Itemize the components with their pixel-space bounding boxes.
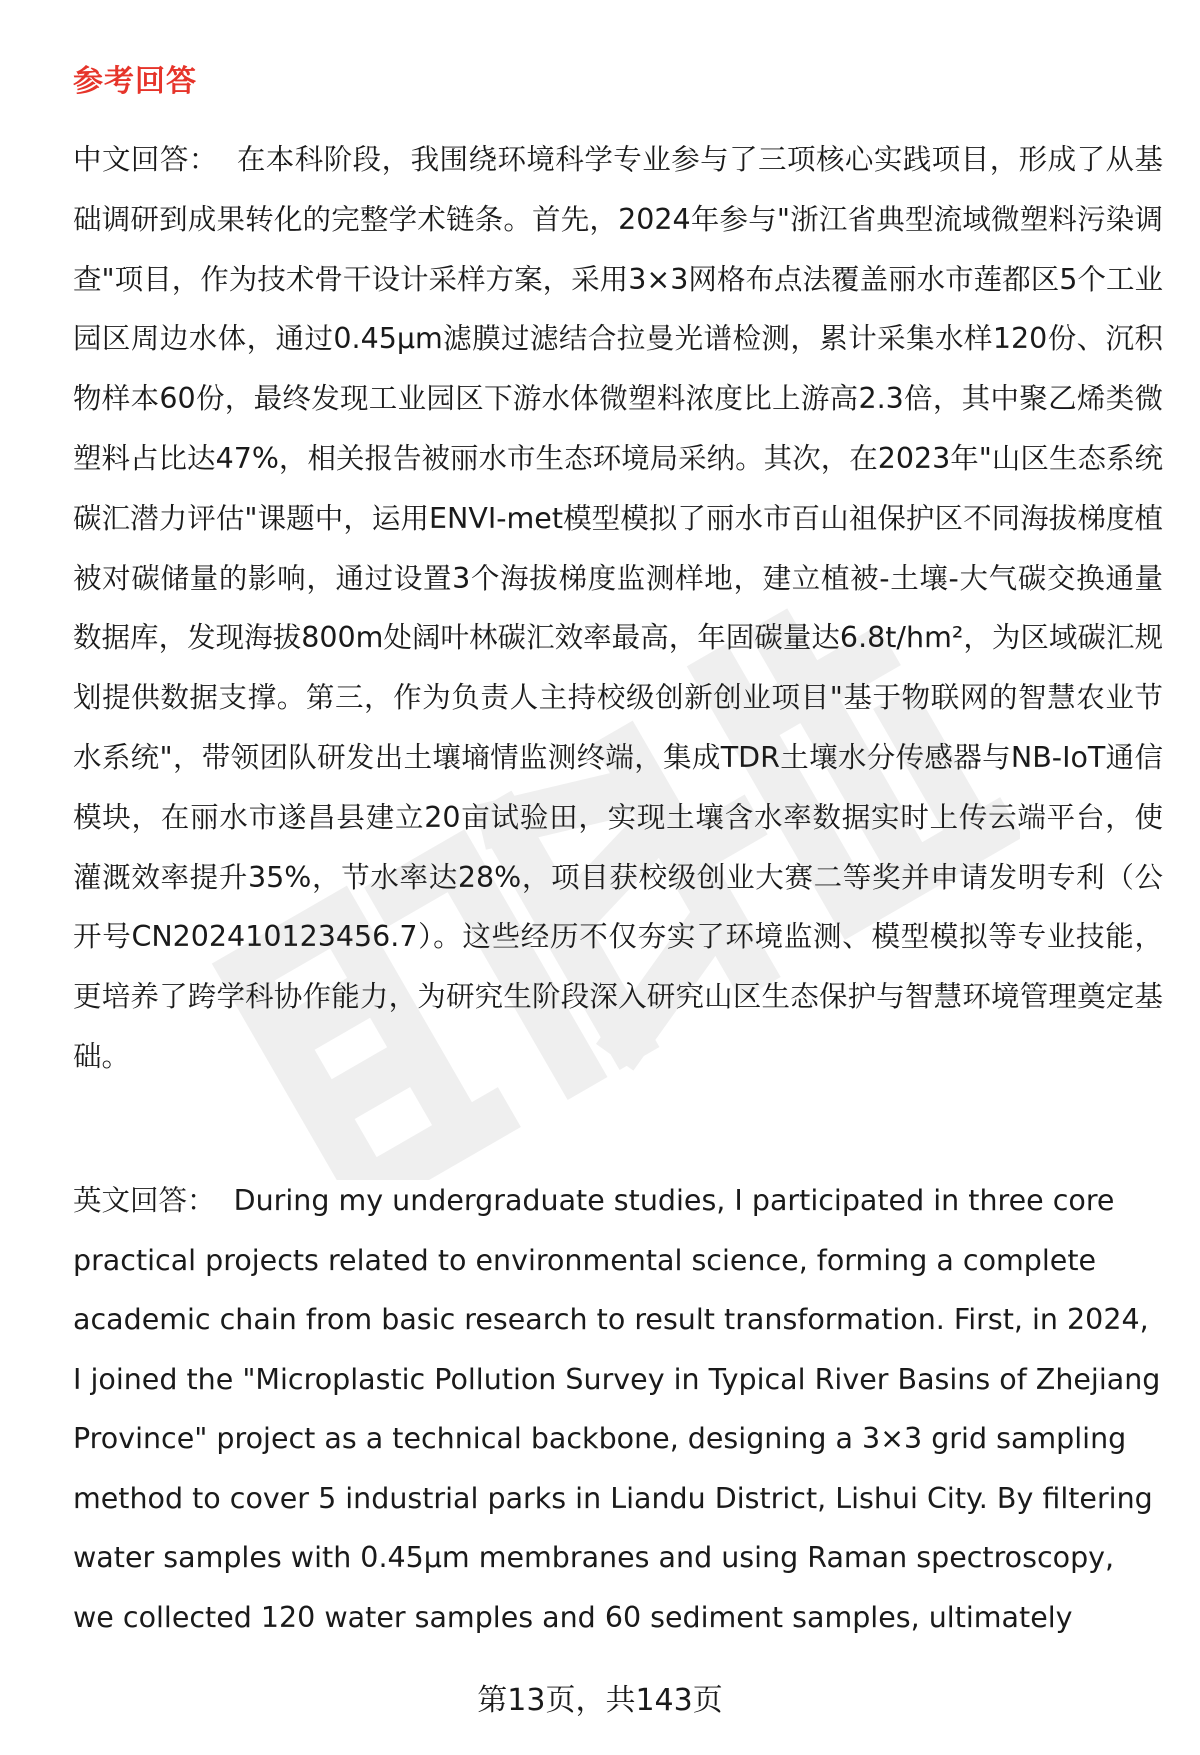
chinese-answer-text: 在本科阶段，我围绕环境科学专业参与了三项核心实践项目，形成了从基础调研到成果转化的完整学术链条。首先，2024年参与"浙江省典型流域微塑料污染调查"项目，作为技术骨干设计采样方案，采用3×3网格布点法覆盖丽水市莲都区5个工业园区周边水体，通过0.45μm滤膜过滤结合拉曼光谱检测，累计采集水样120份、沉积物样本60份，最终发现工业园区下游水体微塑料浓度比上游高2.3倍，其中聚乙烯类微塑料占比达47%，相关报告被丽水市生态环境局采纳。其次，在2023年"山区生态系统碳汇潜力评估"课题中，运用ENVI-met模型模拟了丽水市百山祖保护区不同海拔梯度植被对碳储量的影响，通过设置3个海拔梯度监测样地，建立植被-土壤-大气碳交换通量数据库，发现海拔800m处阔叶林碳汇效率最高，年固碳量达6.8t/hm²，为区域碳汇规划提供数据支撑。第三，作为负责人主持校级创新创业项目"基于物联网的智慧农业节水系统"，带领团队研发出土壤墒情监测终端，集成TDR土壤水分传感器与NB-IoT通信模块，在丽水市遂昌县建立20亩试验田，实现土壤含水率数据实时上传云端平台，使灌溉效率提升35%，节水率达28%，项目获校级创业大赛二等奖并申请发明专利（公开号CN202410123456.7）。这些经历不仅夯实了环境监测、模型模拟等专业技能，更培养了跨学科协作能力，为研究生阶段深入研究山区生态保护与智慧环境管理奠定基础。 <box>73 143 1164 1073</box>
english-answer-label: 英文回答： <box>73 1184 216 1217</box>
english-answer-paragraph <box>73 1171 1163 1647</box>
english-answer-text: During my undergraduate studies, I participated in three core practical projects related to environmental science, forming a complete academic chain from basic research to result transformation. First, in 2024, I joined the "Microplastic Pollution Survey in Typical River Basins of Zhejiang Province" project as a technical backbone, designing a 3×3 grid sampling method to cover 5 industrial parks in Liandu District, Lishui City. By filtering water samples with 0.45μm membranes and using Raman spectroscopy, we collected 120 water samples and 60 sediment samples, ultimately <box>73 1184 1161 1634</box>
page-number: 第13页，共143页 <box>477 1683 723 1718</box>
chinese-answer-label: 中文回答： <box>73 143 218 176</box>
section-heading: 参考回答 <box>73 64 197 99</box>
chinese-answer-paragraph <box>73 130 1163 1087</box>
